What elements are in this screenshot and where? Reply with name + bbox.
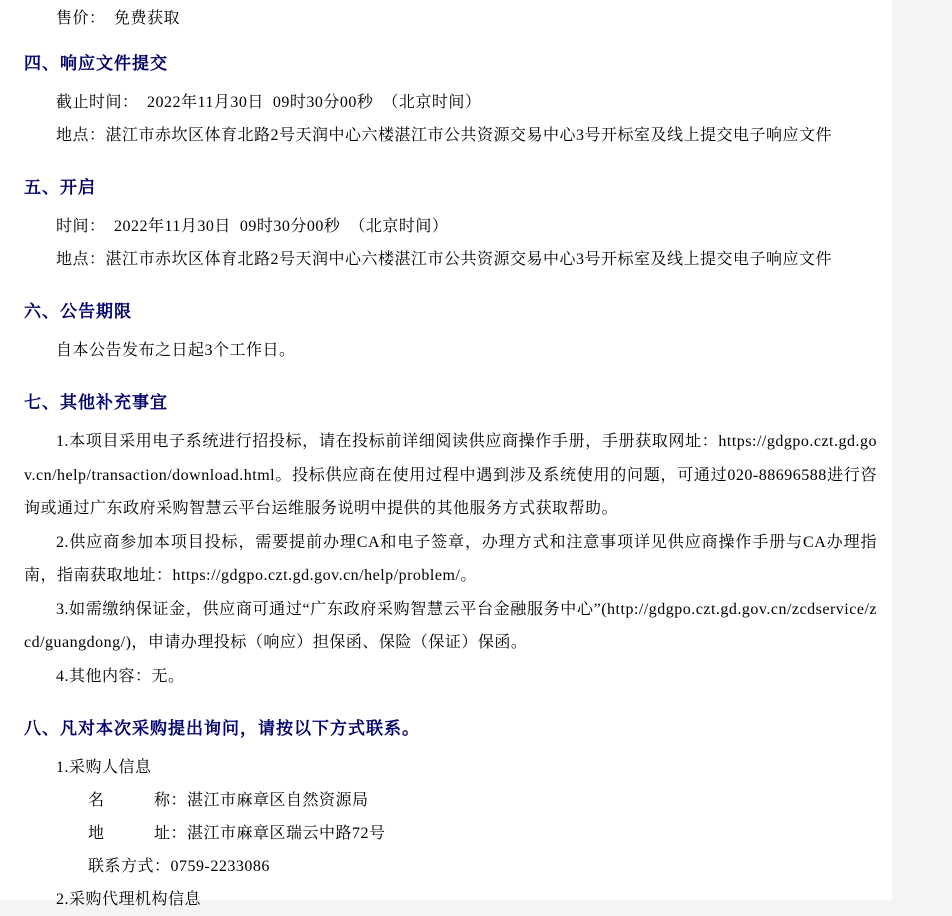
purchaser-info-title: 1.采购人信息: [56, 759, 152, 776]
section-heading-response-submission: 四、响应文件提交: [24, 54, 168, 73]
supplementary-paragraph-1: 1.本项目采用电子系统进行招投标，请在投标前详细阅读供应商操作手册，手册获取网址：https://gdgpo.czt.gd.gov.cn/help/transaction/download.html。投标供应商在使用过程中遇到涉及系统使用的问题，可通过020-88696588进行咨询或通过广东政府采购智慧云平台运维服务说明中提供的其他服务方式获取帮助。: [24, 433, 877, 517]
opening-time-line: 时间： 2022年11月30日 09时30分00秒 （北京时间）: [56, 218, 449, 235]
supplementary-paragraph-2: 2.供应商参加本项目投标，需要提前办理CA和电子签章，办理方式和注意事项详见供应商操作手册与CA办理指南，指南获取地址：https://gdgpo.czt.gd.gov.cn/help/problem/。: [24, 533, 877, 584]
purchaser-contact-line: 联系方式：0759-2233086: [88, 858, 270, 875]
price-line: 售价： 免费获取: [56, 10, 181, 27]
agency-info-title: 2.采购代理机构信息: [56, 891, 202, 908]
section-heading-contact: 八、凡对本次采购提出询问，请按以下方式联系。: [24, 719, 420, 738]
submission-deadline-line: 截止时间： 2022年11月30日 09时30分00秒 （北京时间）: [56, 94, 482, 111]
supplementary-paragraph-3: 3.如需缴纳保证金，供应商可通过“广东政府采购智慧云平台金融服务中心”(http://gdgpo.czt.gd.gov.cn/zcdservice/zcd/guangdong/)，申请办理投标（响应）担保函、保险（保证）保函。: [24, 600, 877, 651]
section-heading-announcement-period: 六、公告期限: [24, 302, 132, 321]
right-gutter: [892, 0, 952, 900]
section-heading-opening: 五、开启: [24, 178, 96, 197]
opening-location-line: 地点：湛江市赤坎区体育北路2号天润中心六楼湛江市公共资源交易中心3号开标室及线上提交电子响应文件: [56, 251, 833, 268]
announcement-period-line: 自本公告发布之日起3个工作日。: [56, 342, 296, 359]
section-heading-supplementary-matters: 七、其他补充事宜: [24, 393, 168, 412]
supplementary-paragraph-4: 4.其他内容：无。: [56, 667, 185, 685]
purchaser-address-line: 地 址：湛江市麻章区瑞云中路72号: [88, 825, 386, 842]
submission-location-line: 地点：湛江市赤坎区体育北路2号天润中心六楼湛江市公共资源交易中心3号开标室及线上提交电子响应文件: [56, 127, 833, 144]
purchaser-name-line: 名 称：湛江市麻章区自然资源局: [88, 792, 369, 809]
